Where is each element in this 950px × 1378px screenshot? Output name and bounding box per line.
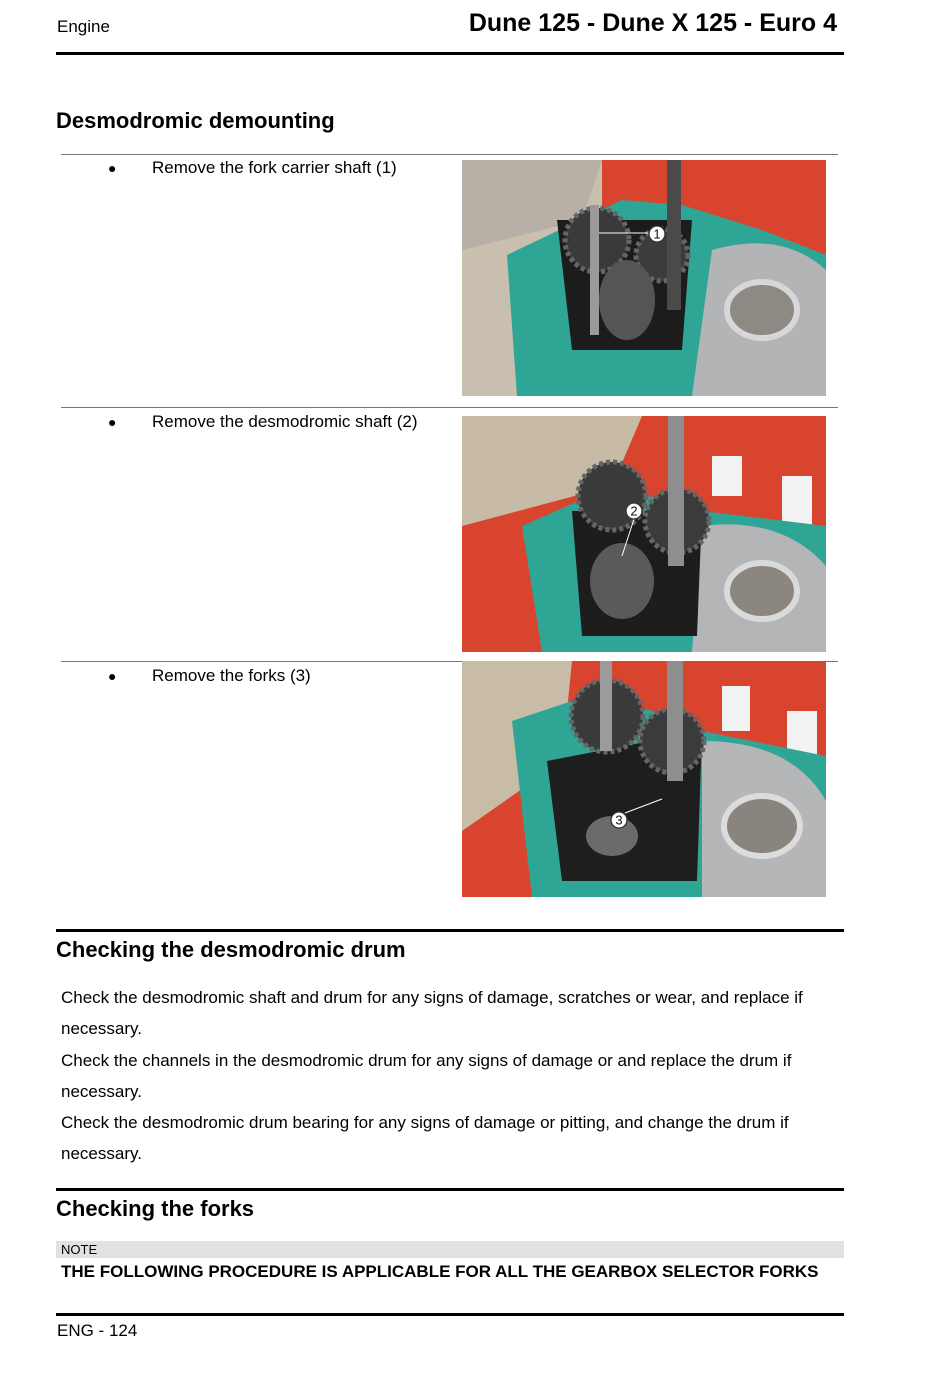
step-text: Remove the desmodromic shaft (2)	[152, 412, 418, 431]
footer-divider	[56, 1313, 844, 1316]
step-divider	[61, 407, 838, 408]
section-divider	[56, 929, 844, 932]
paragraph: Check the desmodromic shaft and drum for any signs of damage, scratches or wear, and replace if necessary.	[61, 988, 803, 1039]
step-photo-desmodromic-shaft	[462, 416, 826, 652]
note-header-bar	[56, 1241, 844, 1258]
paragraph: Check the channels in the desmodromic drum for any signs of damage or and replace the drum if necessary.	[61, 1050, 792, 1101]
paragraph: Check the desmodromic drum bearing for any signs of damage or pitting, and change the drum if necessary.	[61, 1113, 789, 1164]
step-text: Remove the forks (3)	[152, 666, 311, 685]
bullet-icon: ●	[108, 160, 117, 176]
step-item	[108, 158, 397, 178]
photo-callout-label: 3	[615, 812, 623, 828]
step-item	[108, 666, 311, 686]
bullet-icon: ●	[108, 668, 117, 684]
photo-callout-label: 2	[630, 503, 638, 519]
header-model-title: Dune 125 - Dune X 125 - Euro 4	[468, 9, 837, 37]
photo-callout-label: 1	[653, 226, 661, 242]
note-text: THE FOLLOWING PROCEDURE IS APPLICABLE FOR ALL THE GEARBOX SELECTOR FORKS	[61, 1262, 819, 1281]
bullet-icon: ●	[108, 414, 117, 430]
section-divider	[56, 1188, 844, 1191]
header-divider	[56, 52, 844, 55]
step-photo-forks	[462, 661, 826, 897]
note-label: NOTE	[61, 1242, 98, 1257]
section-title-checking-drum: Checking the desmodromic drum	[56, 937, 406, 962]
section-title-checking-forks: Checking the forks	[56, 1196, 255, 1221]
section-title-demounting: Desmodromic demounting	[56, 108, 335, 133]
page-number: ENG - 124	[57, 1321, 138, 1340]
header-section-label: Engine	[57, 17, 110, 36]
step-text: Remove the fork carrier shaft (1)	[152, 158, 397, 177]
step-divider	[61, 154, 838, 155]
paragraph-block	[61, 982, 831, 1170]
step-item	[108, 412, 418, 432]
step-photo-fork-carrier-shaft	[462, 160, 826, 396]
